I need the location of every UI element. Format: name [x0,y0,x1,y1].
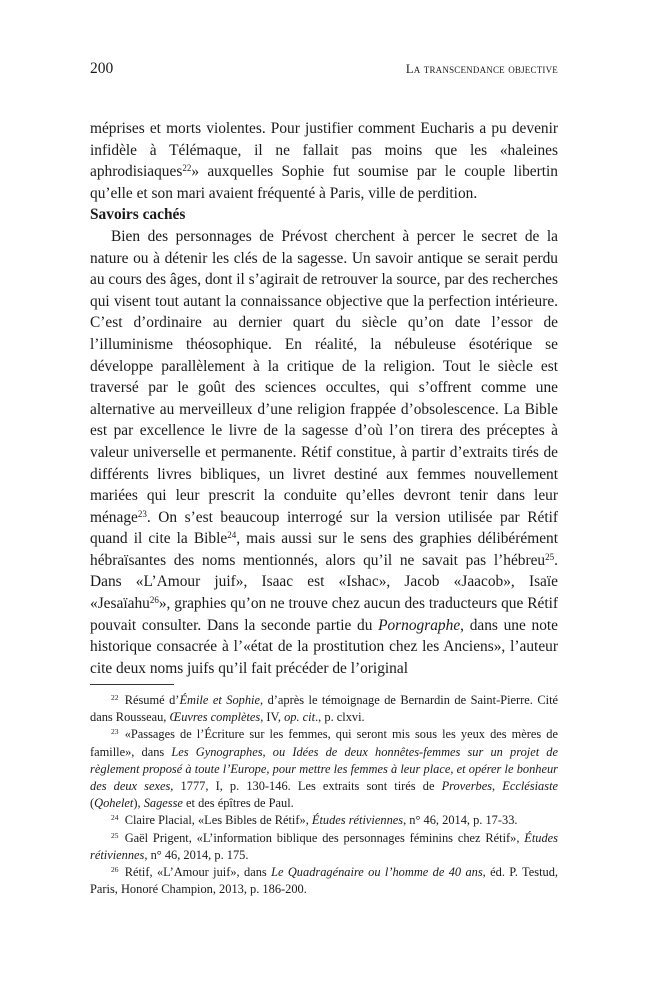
paragraph: méprises et morts violentes. Pour justifier comment Eucharis a pu devenir infidèle à Télémaque, il ne fallait pas moins que les «haleines aphrodisiaques$^{22}$» auxquelles Sophie fut soumise par le couple libertin qu’elle et son mari avaient fréquenté à Paris, ville de perdition. [90,120,558,202]
footnote-text: ( [90,796,95,811]
footnote-italic: Proverbes [441,779,493,794]
footnote-text: , d’après le témoignage de Bernardin de Saint-Pierre. Cité dans Rousseau, [90,693,559,725]
footnote-26 [90,864,558,898]
footnote-number: 24 [111,813,119,823]
footnote-italic: Ecclésiaste [502,779,559,794]
paragraph: Bien des personnages de Prévost cherchent à percer le secret de la nature ou à détenir les clés de la sagesse. Un savoir antique se serait perdu au cours des âges, dont il s’agirait de retrouver la source, par des recherches qui visent tout autant la connaissance objective que la perfection intérieure. C’est d’ordinaire au dernier quart du siècle qu’on date l’essor de l’illuminisme théosophique. En réalité, la nébuleuse ésotérique se développe parallèlement à la critique de la religion. Tout le siècle est traversé par le goût des sciences occultes, qui s’offrent comme une alternative au merveilleux d’une religion frappée d’obsolescence. La Bible est par excellence le livre de la sagesse d’où l’on tirera des préceptes à valeur universelle et permanente. Rétif constitue, à partir d’extraits tirés de différents livres bibliques, un livret destiné aux femmes nouvellement mariées qui leur prescrit la conduite qu’elles devront tenir dans leur ménage$^{23}$. On s’est beaucoup interrogé sur la version utilisée par Rétif quand il cite la Bible$^{24}$, mais aussi sur le sens des graphies délibérément hébraïsantes des noms mentionnés, alors qu’il ne savait pas l’hébreu$^{25}$. Dans «L’Amour juif», Isaac est «Ishac», Jacob «Jaacob», Isaïe «Jesaïahu$^{26}$», graphies qu’on ne trouve chez aucun des traducteurs que Rétif pouvait consulter. Dans la seconde partie du Pornographe, dans une note historique consacrée à l’«état de la prostitution chez les Anciens», l’auteur cite deux noms juifs qu’il fait précéder de l’original [90,227,558,677]
section-heading: Savoirs cachés [90,206,186,224]
footnote-italic: Qohelet [94,796,134,811]
footnote-text: , IV, [260,710,285,725]
running-head: La transcendance objective [405,62,558,76]
footnote-24 [90,812,558,829]
footnote-italic: Études rétiviennes [311,813,404,828]
footnote-ref-24[interactable]: 24 [227,530,237,541]
footnote-text: Résumé d’ [124,693,180,707]
page-number: 200 [90,60,114,77]
footnote-number: 23 [111,727,119,737]
footnote-italic: Le Quadragénaire ou l’homme de 40 ans [271,865,483,880]
footnote-ref-22[interactable]: 22 [182,163,192,174]
footnote-ref-26[interactable]: 26 [149,595,159,606]
footnote-text: Rétif, «L’Amour juif», dans [124,865,272,880]
footnote-text: , n° 46, 2014, p. 17-33. [403,813,518,828]
footnote-number: 22 [111,693,119,702]
main-text [90,118,558,679]
footnote-text: Gaël Prigent, «L’information biblique des personnages féminins chez Rétif», [124,830,525,845]
footnote-number: 26 [111,865,119,875]
footnote-text: «Passages de l’Écriture sur les femmes, qui seront mis sous les yeux des mères de famille», dans [90,727,558,759]
footnote-text: Claire Placial, «Les Bibles de Rétif», [124,813,312,828]
footnote-divider [90,684,174,685]
footnote-ref-23[interactable]: 23 [137,508,147,519]
footnote-ref-25[interactable]: 25 [545,551,555,562]
footnote-italic: Œuvres complètes [169,710,261,725]
footnote-text: ), [133,796,144,811]
footnote-text: 1777, I, p. 130-146. Les extraits sont tirés de [173,779,442,794]
footnote-text: , n° 46, 2014, p. 175. [144,847,249,862]
footnote-italic: Études rétiviennes [90,830,558,862]
book-title: Pornographe [378,616,461,634]
footnote-italic: Les Gynographes, ou Idées de deux honnêtes-femmes sur un projet de règlement proposé à toute l’Europe, pour mettre les femmes à leur place, et opérer le bonheur des deux sexes, [90,744,559,794]
footnote-text: , [492,779,503,794]
footnote-number: 25 [111,830,119,840]
footnote-italic: Sagesse [143,796,183,811]
footnotes [90,692,558,898]
footnote-25 [90,830,558,864]
footnote-23 [90,726,558,812]
footnote-22 [90,692,558,726]
footnote-text: , éd. P. Testud, Paris, Honoré Champion, 2013, p. 186-200. [90,865,558,897]
footnote-italic: Émile et Sophie [179,693,260,707]
footnote-italic: op. cit [284,710,316,725]
footnote-text: ., p. clxvi. [315,710,365,725]
footnote-text: et des épîtres de Paul. [182,796,294,811]
